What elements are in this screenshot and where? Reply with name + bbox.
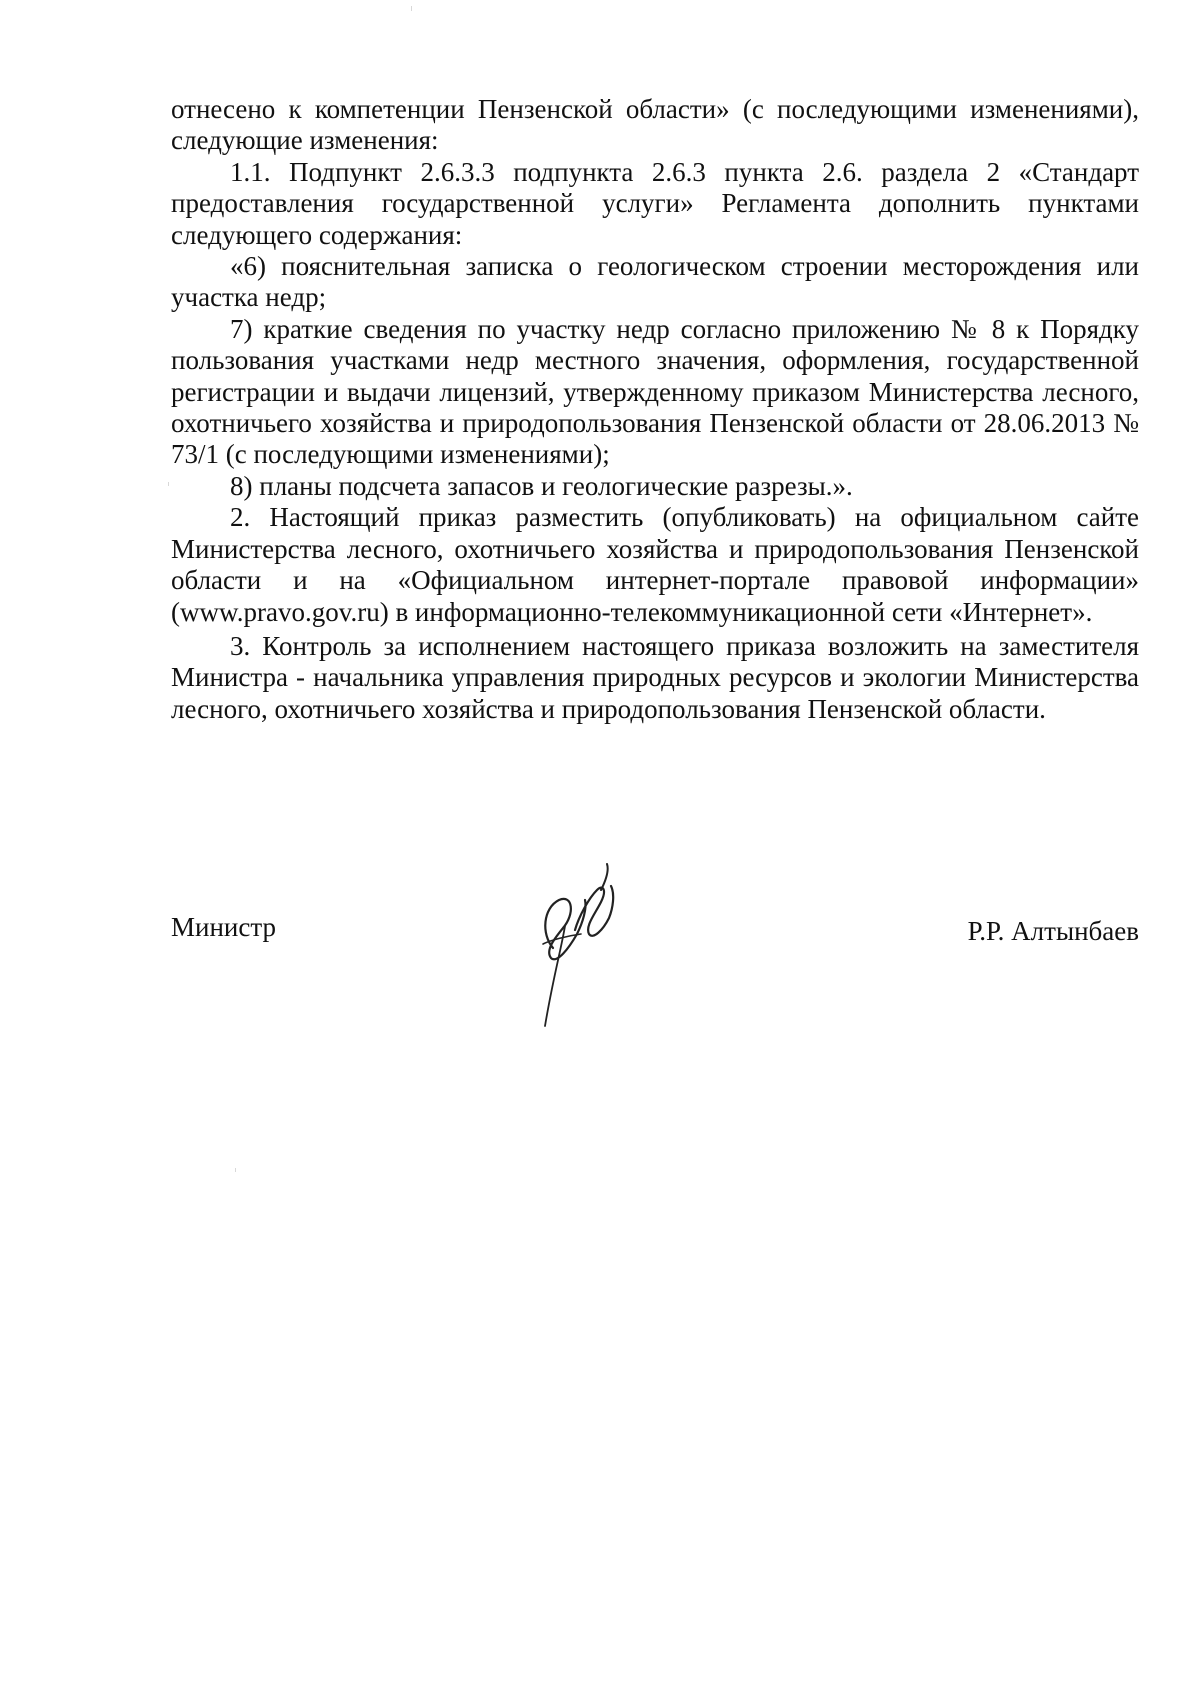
scan-artifact [411, 6, 412, 11]
paragraph-2: 2. Настоящий приказ разместить (опубликовать) на официальном сайте Министерства лесного, охотничьего хозяйства и природопользования Пензенской области и на «Официальном интернет-портале правовой информации» (www.pravo.gov.ru) в информационно-телекоммуникационной сети «Интернет». [171, 502, 1139, 627]
scan-artifact [168, 482, 169, 486]
signature-block [171, 860, 1139, 1060]
paragraph-item-6: «6) пояснительная записка о геологическом строении месторождения или участка недр; [171, 251, 1139, 313]
paragraph-continuation: отнесено к компетенции Пензенской области» (с последующими изменениями), следующие изменения: [171, 94, 1139, 156]
signatory-name: Р.Р. Алтынбаев [967, 916, 1139, 946]
paragraph-1-1: 1.1. Подпункт 2.6.3.3 подпункта 2.6.3 пункта 2.6. раздела 2 «Стандарт предоставления государственной услуги» Регламента дополнить пунктами следующего содержания: [171, 156, 1139, 250]
scan-artifact [235, 1168, 236, 1172]
paragraph-item-8: 8) планы подсчета запасов и геологические разрезы.». [230, 470, 853, 501]
handwritten-signature [517, 860, 637, 1030]
paragraph-3: 3. Контроль за исполнением настоящего приказа возложить на заместителя Министра - начальника управления природных ресурсов и экологии Министерства лесного, охотничьего хозяйства и природопользования Пензенской области. [171, 630, 1139, 724]
paragraph-item-7: 7) краткие сведения по участку недр согласно приложению № 8 к Порядку пользования участками недр местного значения, оформления, государственной регистрации и выдачи лицензий, утвержденному приказом Министерства лесного, охотничьего хозяйства и природопользования Пензенской области от 28.06.2013 № 73/1 (с последующими изменениями); [171, 313, 1139, 470]
signatory-title: Министр [171, 912, 276, 942]
document-body [171, 94, 1139, 725]
